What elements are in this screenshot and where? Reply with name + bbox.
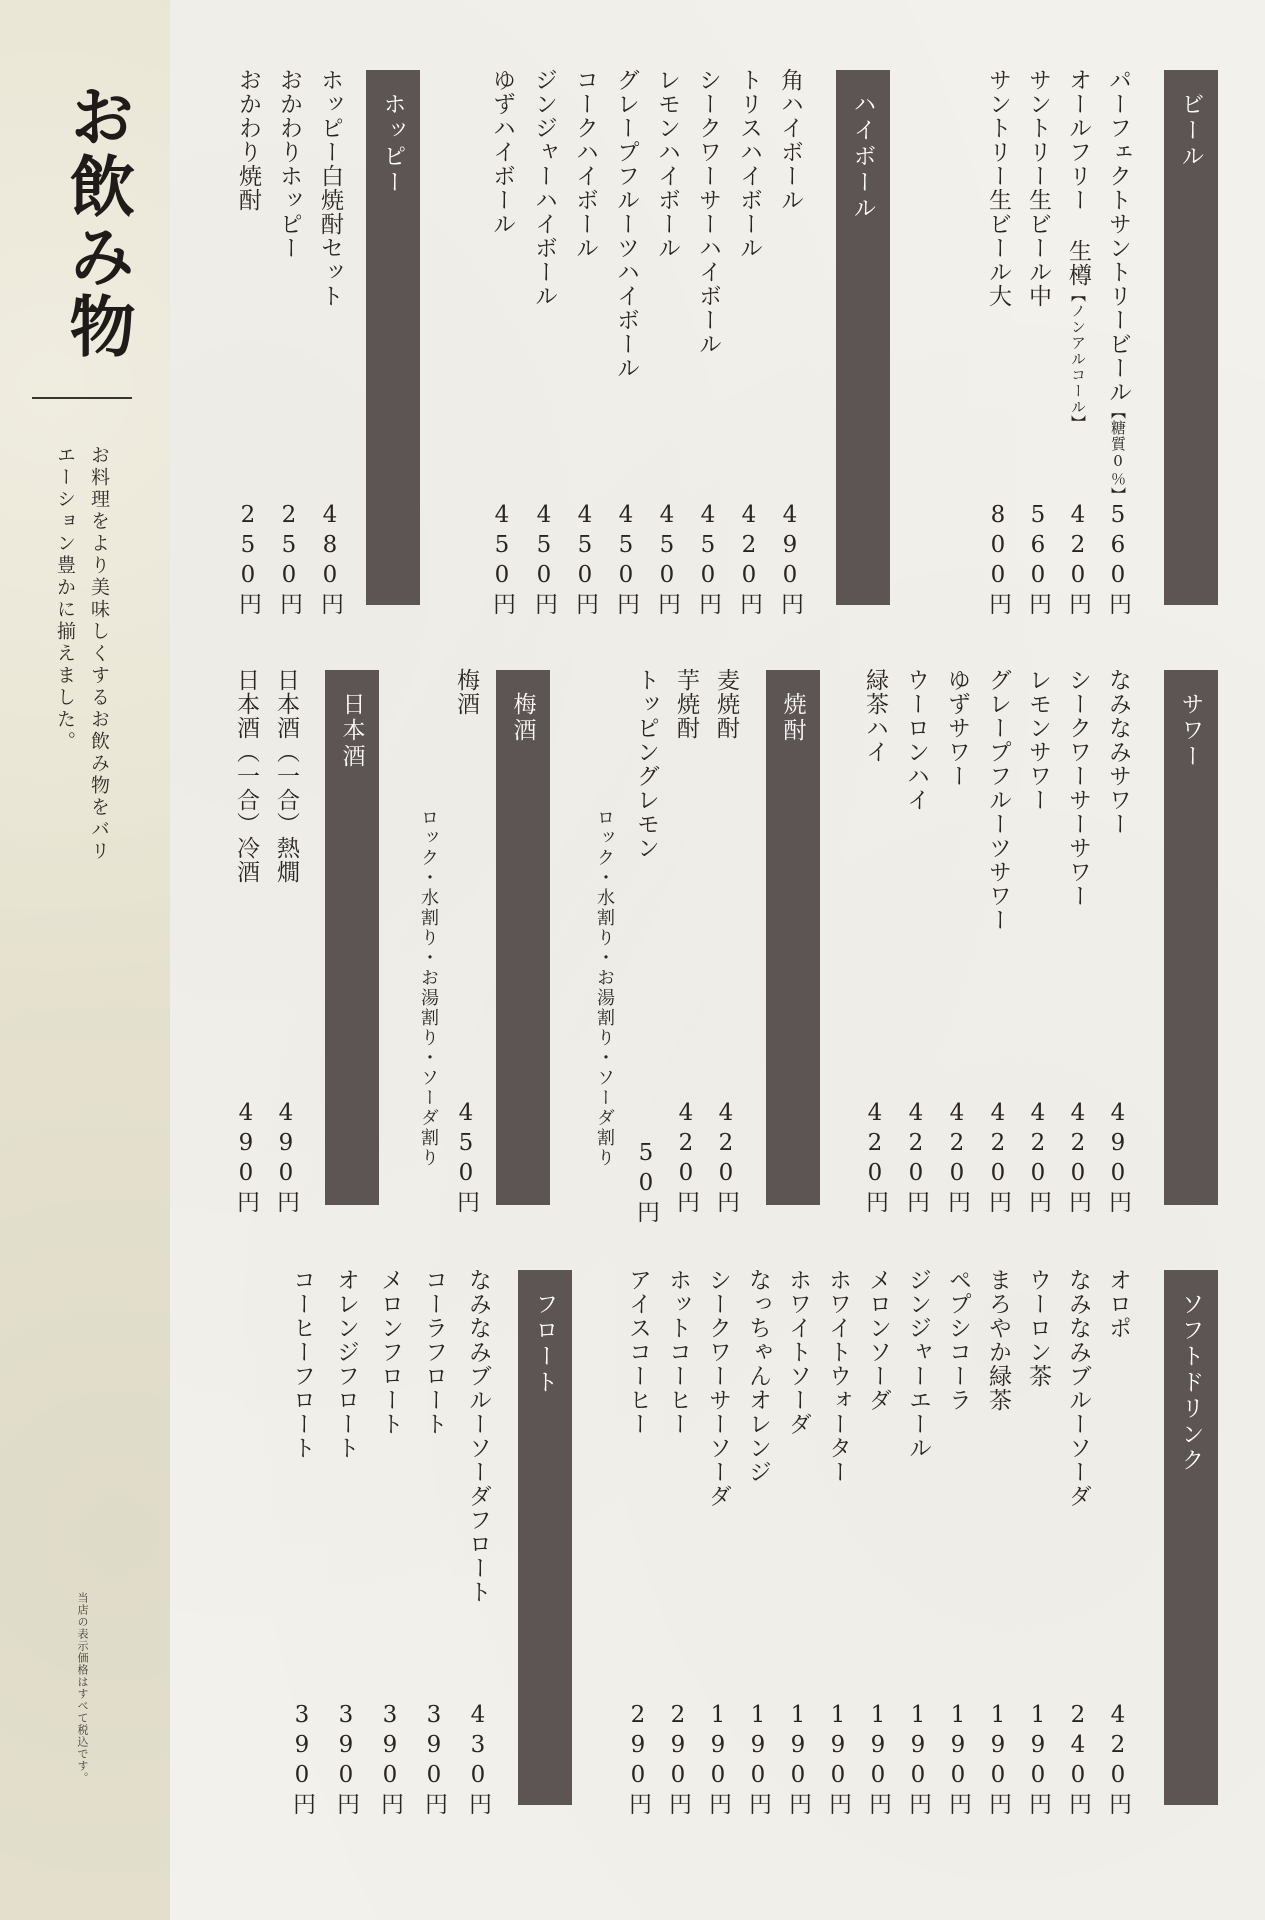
menu-item-name: なみなみブルーソーダ (1065, 1268, 1091, 1508)
menu-item-name: シークワーサーハイボール (695, 68, 721, 356)
menu-item-price: 420円 (1025, 1100, 1051, 1217)
section-bar-soft (1164, 1270, 1218, 1805)
menu-item-price: 290円 (665, 1702, 691, 1819)
menu-item-price: 290円 (625, 1702, 651, 1819)
menu-item-name: レモンサワー (1025, 668, 1051, 812)
menu-item-price: 190円 (945, 1702, 971, 1819)
menu-item-price: 250円 (235, 502, 261, 619)
section-title: 焼酎 (779, 692, 806, 744)
menu-item-price: 420円 (903, 1100, 929, 1217)
menu-item-price: 450円 (613, 502, 639, 619)
menu-item-name: なっちゃんオレンジ (745, 1268, 771, 1484)
menu-item-price: 560円 (1105, 502, 1131, 619)
menu-item-name: なみなみサワー (1105, 668, 1131, 836)
menu-item-name: メロンソーダ (865, 1268, 891, 1412)
menu-item-name: 日本酒（一合）熱燗 (273, 668, 299, 884)
menu-item-price: 190円 (905, 1702, 931, 1819)
menu-item-price: 390円 (377, 1702, 403, 1819)
menu-item-price: 390円 (333, 1702, 359, 1819)
menu-item-name: シークワーサーサワー (1065, 668, 1091, 908)
menu-item-price: 190円 (705, 1702, 731, 1819)
section-bar-sake (325, 670, 379, 1205)
menu-item-name: ジンジャーエール (905, 1268, 931, 1460)
menu-item-name: コーラフロート (421, 1268, 447, 1436)
menu-item-price: 420円 (1065, 502, 1091, 619)
menu-item-name: まろやか緑茶 (985, 1268, 1011, 1412)
menu-item-price: 420円 (944, 1100, 970, 1217)
menu-item-name: ウーロンハイ (903, 668, 929, 812)
menu-item-price: 190円 (825, 1702, 851, 1819)
menu-item-name: オレンジフロート (333, 1268, 359, 1460)
menu-item-name: ホッピー白焼酎セット (317, 68, 343, 308)
menu-item-name: ゆずサワー (944, 668, 970, 788)
menu-item-name: パーフェクトサントリービール【糖質0％】 (1105, 68, 1131, 503)
section-title: フロート (531, 1292, 558, 1396)
page-title: お飲み物 (58, 82, 136, 362)
menu-item-price: 190円 (865, 1702, 891, 1819)
menu-item-name: 麦焼酎 (713, 668, 739, 740)
menu-item-price: 420円 (985, 1100, 1011, 1217)
menu-item-name: 芋焼酎 (673, 668, 699, 740)
section-title: ビール (1177, 92, 1204, 170)
menu-item-price: 420円 (673, 1100, 699, 1217)
menu-item-name: グレープフルーツサワー (985, 668, 1011, 932)
section-title: 梅酒 (509, 692, 536, 744)
menu-item-price: 420円 (736, 502, 762, 619)
menu-item-name: コークハイボール (572, 68, 598, 260)
intro-text: お料理をより美味しくするお飲み物をバリエーション豊かに揃えました。 (54, 445, 110, 863)
menu-item-name: サントリー生ビール中 (1025, 68, 1051, 308)
menu-item-price: 190円 (985, 1702, 1011, 1819)
menu-item-name: 角ハイボール (777, 68, 803, 212)
menu-item-price: 450円 (453, 1100, 479, 1217)
menu-item-price: 490円 (273, 1100, 299, 1217)
menu-item-name: おかわりホッピー (276, 68, 302, 260)
menu-item-price: 190円 (745, 1702, 771, 1819)
menu-item-name: 緑茶ハイ (862, 668, 888, 764)
section-title: サワー (1177, 692, 1204, 770)
menu-item-price: 450円 (695, 502, 721, 619)
menu-item-name: オロポ (1105, 1268, 1131, 1340)
menu-item-name: トッピングレモン (633, 668, 659, 860)
menu-item-name: ホワイトウォーター (825, 1268, 851, 1484)
menu-item-name: シークワーサーソーダ (705, 1268, 731, 1508)
section-bar-shochu (766, 670, 820, 1205)
menu-item-price: 490円 (777, 502, 803, 619)
menu-item-price: 420円 (862, 1100, 888, 1217)
menu-item-price: 420円 (1065, 1100, 1091, 1217)
section-bar-highball (836, 70, 890, 605)
menu-item-price: 560円 (1025, 502, 1051, 619)
section-bar-hoppy (366, 70, 420, 605)
title-divider (32, 397, 132, 399)
menu-item-name: ホットコーヒー (665, 1268, 691, 1436)
menu-item-price: 800円 (985, 502, 1011, 619)
menu-item-price: 450円 (489, 502, 515, 619)
section-title: ソフトドリンク (1177, 1292, 1204, 1474)
menu-item-price: 480円 (317, 502, 343, 619)
section-title: ホッピー (379, 92, 406, 196)
menu-item-name: ジンジャーハイボール (531, 68, 557, 308)
section-title: ハイボール (849, 92, 876, 222)
menu-item-price: 420円 (713, 1100, 739, 1217)
menu-item-name: ホワイトソーダ (785, 1268, 811, 1436)
menu-item-price: 450円 (572, 502, 598, 619)
menu-item-price: 430円 (465, 1702, 491, 1819)
section-bar-beer (1164, 70, 1218, 605)
menu-item-name: ウーロン茶 (1025, 1268, 1051, 1388)
menu-item-price: 50円 (633, 1140, 659, 1227)
menu-item-name: レモンハイボール (654, 68, 680, 260)
section-bar-sour (1164, 670, 1218, 1205)
menu-item-name: なみなみブルーソーダフロート (465, 1268, 491, 1604)
menu-item-price: 240円 (1065, 1702, 1091, 1819)
menu-item-name: サントリー生ビール大 (985, 68, 1011, 308)
menu-item-name: ペプシコーラ (945, 1268, 971, 1412)
menu-item-name: 梅酒 (453, 668, 479, 716)
menu-item-name: オールフリー 生樽【ノンアルコール】 (1065, 68, 1091, 431)
menu-item-price: 390円 (421, 1702, 447, 1819)
menu-item-price: 420円 (1105, 1702, 1131, 1819)
section-bar-umeshu (496, 670, 550, 1205)
menu-item-name: グレープフルーツハイボール (613, 68, 639, 380)
menu-item-price: 190円 (1025, 1702, 1051, 1819)
section-bar-float (518, 1270, 572, 1805)
menu-item-price: 390円 (289, 1702, 315, 1819)
menu-item-name: トリスハイボール (736, 68, 762, 260)
menu-item-price: 490円 (1105, 1100, 1131, 1217)
menu-item-price: 450円 (531, 502, 557, 619)
menu-item-price: 490円 (233, 1100, 259, 1217)
menu-item-price: 450円 (654, 502, 680, 619)
tax-footnote: 当店の表示価格はすべて税込です。 (76, 1592, 89, 1784)
section-title: 日本酒 (338, 692, 365, 770)
menu-item-name: メロンフロート (377, 1268, 403, 1436)
menu-item-name: コーヒーフロート (289, 1268, 315, 1460)
menu-item-name: アイスコーヒー (625, 1268, 651, 1436)
menu-item-name: おかわり焼酎 (235, 68, 261, 212)
menu-item-name: 日本酒（一合）冷酒 (233, 668, 259, 884)
serving-style-note: ロック・水割り・お湯割り・ソーダ割り (418, 808, 439, 1168)
menu-item-price: 250円 (276, 502, 302, 619)
serving-style-note: ロック・水割り・お湯割り・ソーダ割り (594, 808, 615, 1168)
menu-item-name: ゆずハイボール (489, 68, 515, 236)
menu-item-price: 190円 (785, 1702, 811, 1819)
